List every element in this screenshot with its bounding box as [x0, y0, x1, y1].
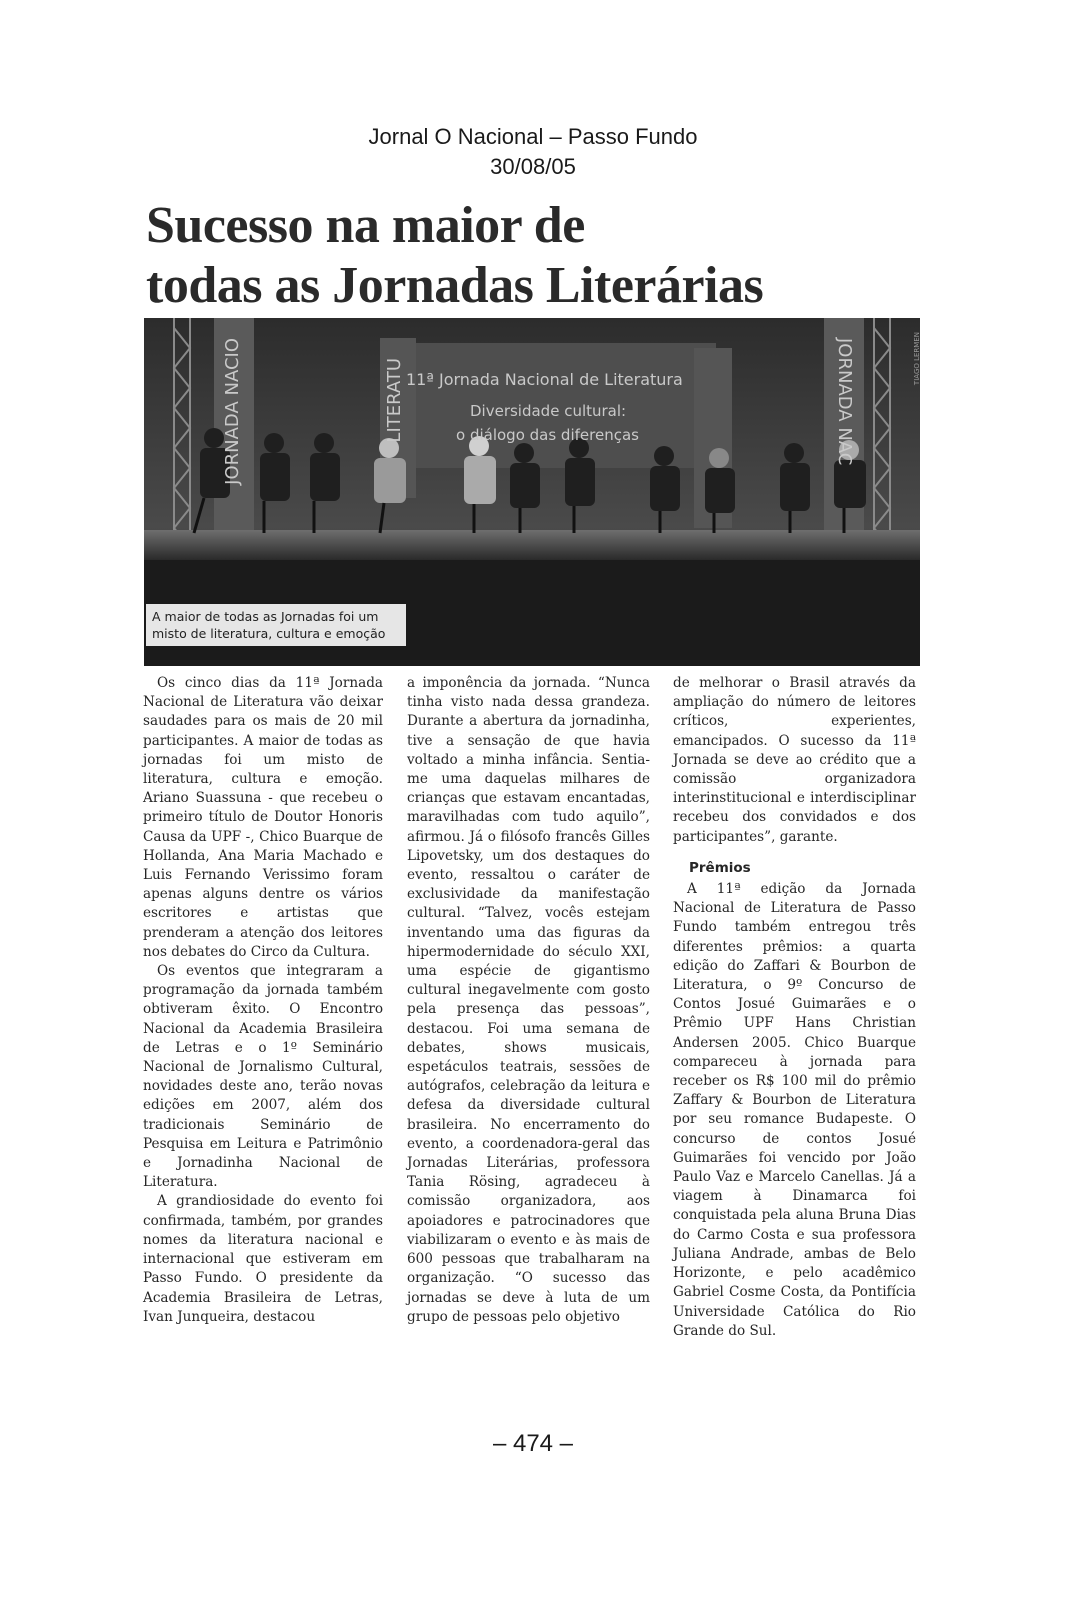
article-column-3	[673, 674, 916, 1341]
paragraph: a imponência da jornada. “Nunca tinha visto nada dessa grandeza. Durante a abertura da jornadinha, tive a sensação de que havia voltado a minha infância. Sentia-me uma daquelas milhares de crianças que estavam encantadas, maravilhadas com tudo aquilo”, afirmou. Já o filósofo francês Gilles Lipovetsky, um dos destaques do evento, ressaltou o caráter de exclusividade da manifestação cultural. “Talvez, vocês estejam inventando uma das figuras da hipermodernidade do século XXI, uma espécie de gigantismo cultural inegavelmente com gosto pela presença das pessoas”, destacou. Foi uma semana de debates, shows musicais, espetáculos teatrais, sessões de autógrafos, celebração da leitura e defesa da diversidade cultural brasileira. No encerramento do evento, a coordenadora-geral das Jornadas Literárias, professora Tania Rösing, agradeceu à comissão organizadora, aos apoiadores e patrocinadores que viabilizaram o evento e às mais de 600 pessoas que trabalharam na organização. “O sucesso das jornadas se deve à luta de um grupo de pessoas pelo objetivo	[407, 675, 650, 1325]
source-publication: Jornal O Nacional – Passo Fundo	[368, 124, 698, 149]
paragraph: Os cinco dias da 11ª Jornada Nacional de Literatura vão deixar saudades para os mais de 20 mil participantes. A maior de todas as jornadas foi um misto de literatura, cultura e emoção. Ariano Suassuna - que recebeu o primeiro título de Doutor Honoris Causa da UPF -, Chico Buarque de Hollanda, Ana Maria Machado e Luis Fernando Verissimo foram apenas alguns dentre os vários escritores e artistas que prenderam a atenção dos leitores nos debates do Circo da Cultura.	[143, 675, 383, 960]
section-subhead: Prêmios	[689, 859, 751, 876]
paragraph: A 11ª edição da Jornada Nacional de Literatura de Passo Fundo também entregou três diferentes prêmios: a quarta edição do Zaffari & Bourbon de Literatura, o 9º Concurso de Contos Josué Guimarães e o Prêmio UPF Hans Christian Andersen 2005. Chico Buarque compareceu à jornada para receber os R$ 100 mil do prêmio Zaffary & Bourbon de Literatura por seu romance Budapeste. O concurso de contos Josué Guimarães foi vencido por João Paulo Vaz e Marcelo Canellas. Já a viagem à Dinamarca foi conquistada pela aluna Bruna Dias do Carmo Costa e sua professora Juliana Andrade, ambas de Belo Horizonte, e pelo acadêmico Gabriel Cosme Costa, da Pontifícia Universidade Católica do Rio Grande do Sul.	[673, 881, 916, 1339]
banner-side-mid: LITERATU	[384, 358, 405, 443]
paragraph: de melhorar o Brasil através da ampliação do número de leitores críticos, experientes, emancipados. O sucesso da 11ª Jornada se deve ao crédito que a comissão organizadora interinstitucional e interdisciplinar recebeu dos convidados e dos participantes”, garante.	[673, 675, 916, 845]
source-date: 30/08/05	[490, 154, 576, 179]
banner-side-right: JORNADA NAC	[834, 338, 855, 466]
paragraph: A grandiosidade do evento foi confirmada, também, por grandes nomes da literatura nacional e internacional que estiveram em Passo Fundo. O presidente da Academia Brasileira de Letras, Ivan Junqueira, destacou	[143, 1193, 383, 1325]
photo-caption: A maior de todas as Jornadas foi um misto de literatura, cultura e emoção	[146, 604, 406, 646]
article-column-2	[407, 674, 650, 1327]
banner-subtitle-1: Diversidade cultural:	[470, 402, 627, 420]
page-number: – 474 –	[492, 1430, 574, 1457]
article-column-1	[143, 674, 383, 1327]
banner-title: 11ª Jornada Nacional de Literatura	[406, 370, 683, 389]
banner-side-left: JORNADA NACIO	[222, 338, 243, 485]
photo-credit: TIAGO LERMEN	[913, 332, 921, 386]
banner-subtitle-2: o diálogo das diferenças	[456, 426, 639, 444]
headline-line-1: Sucesso na maior de	[146, 197, 585, 254]
paragraph: Os eventos que integraram a programação da jornada também obtiveram êxito. O Encontro Nacional da Academia Brasileira de Letras e o 1º Seminário Nacional de Jornalismo Cultural, novidades deste ano, terão novas edições em 2007, além dos tradicionais Seminário de Pesquisa em Leitura e Patrimônio e Jornadinha Nacional de Literatura.	[143, 963, 383, 1191]
headline-line-2: todas as Jornadas Literárias	[146, 257, 764, 314]
